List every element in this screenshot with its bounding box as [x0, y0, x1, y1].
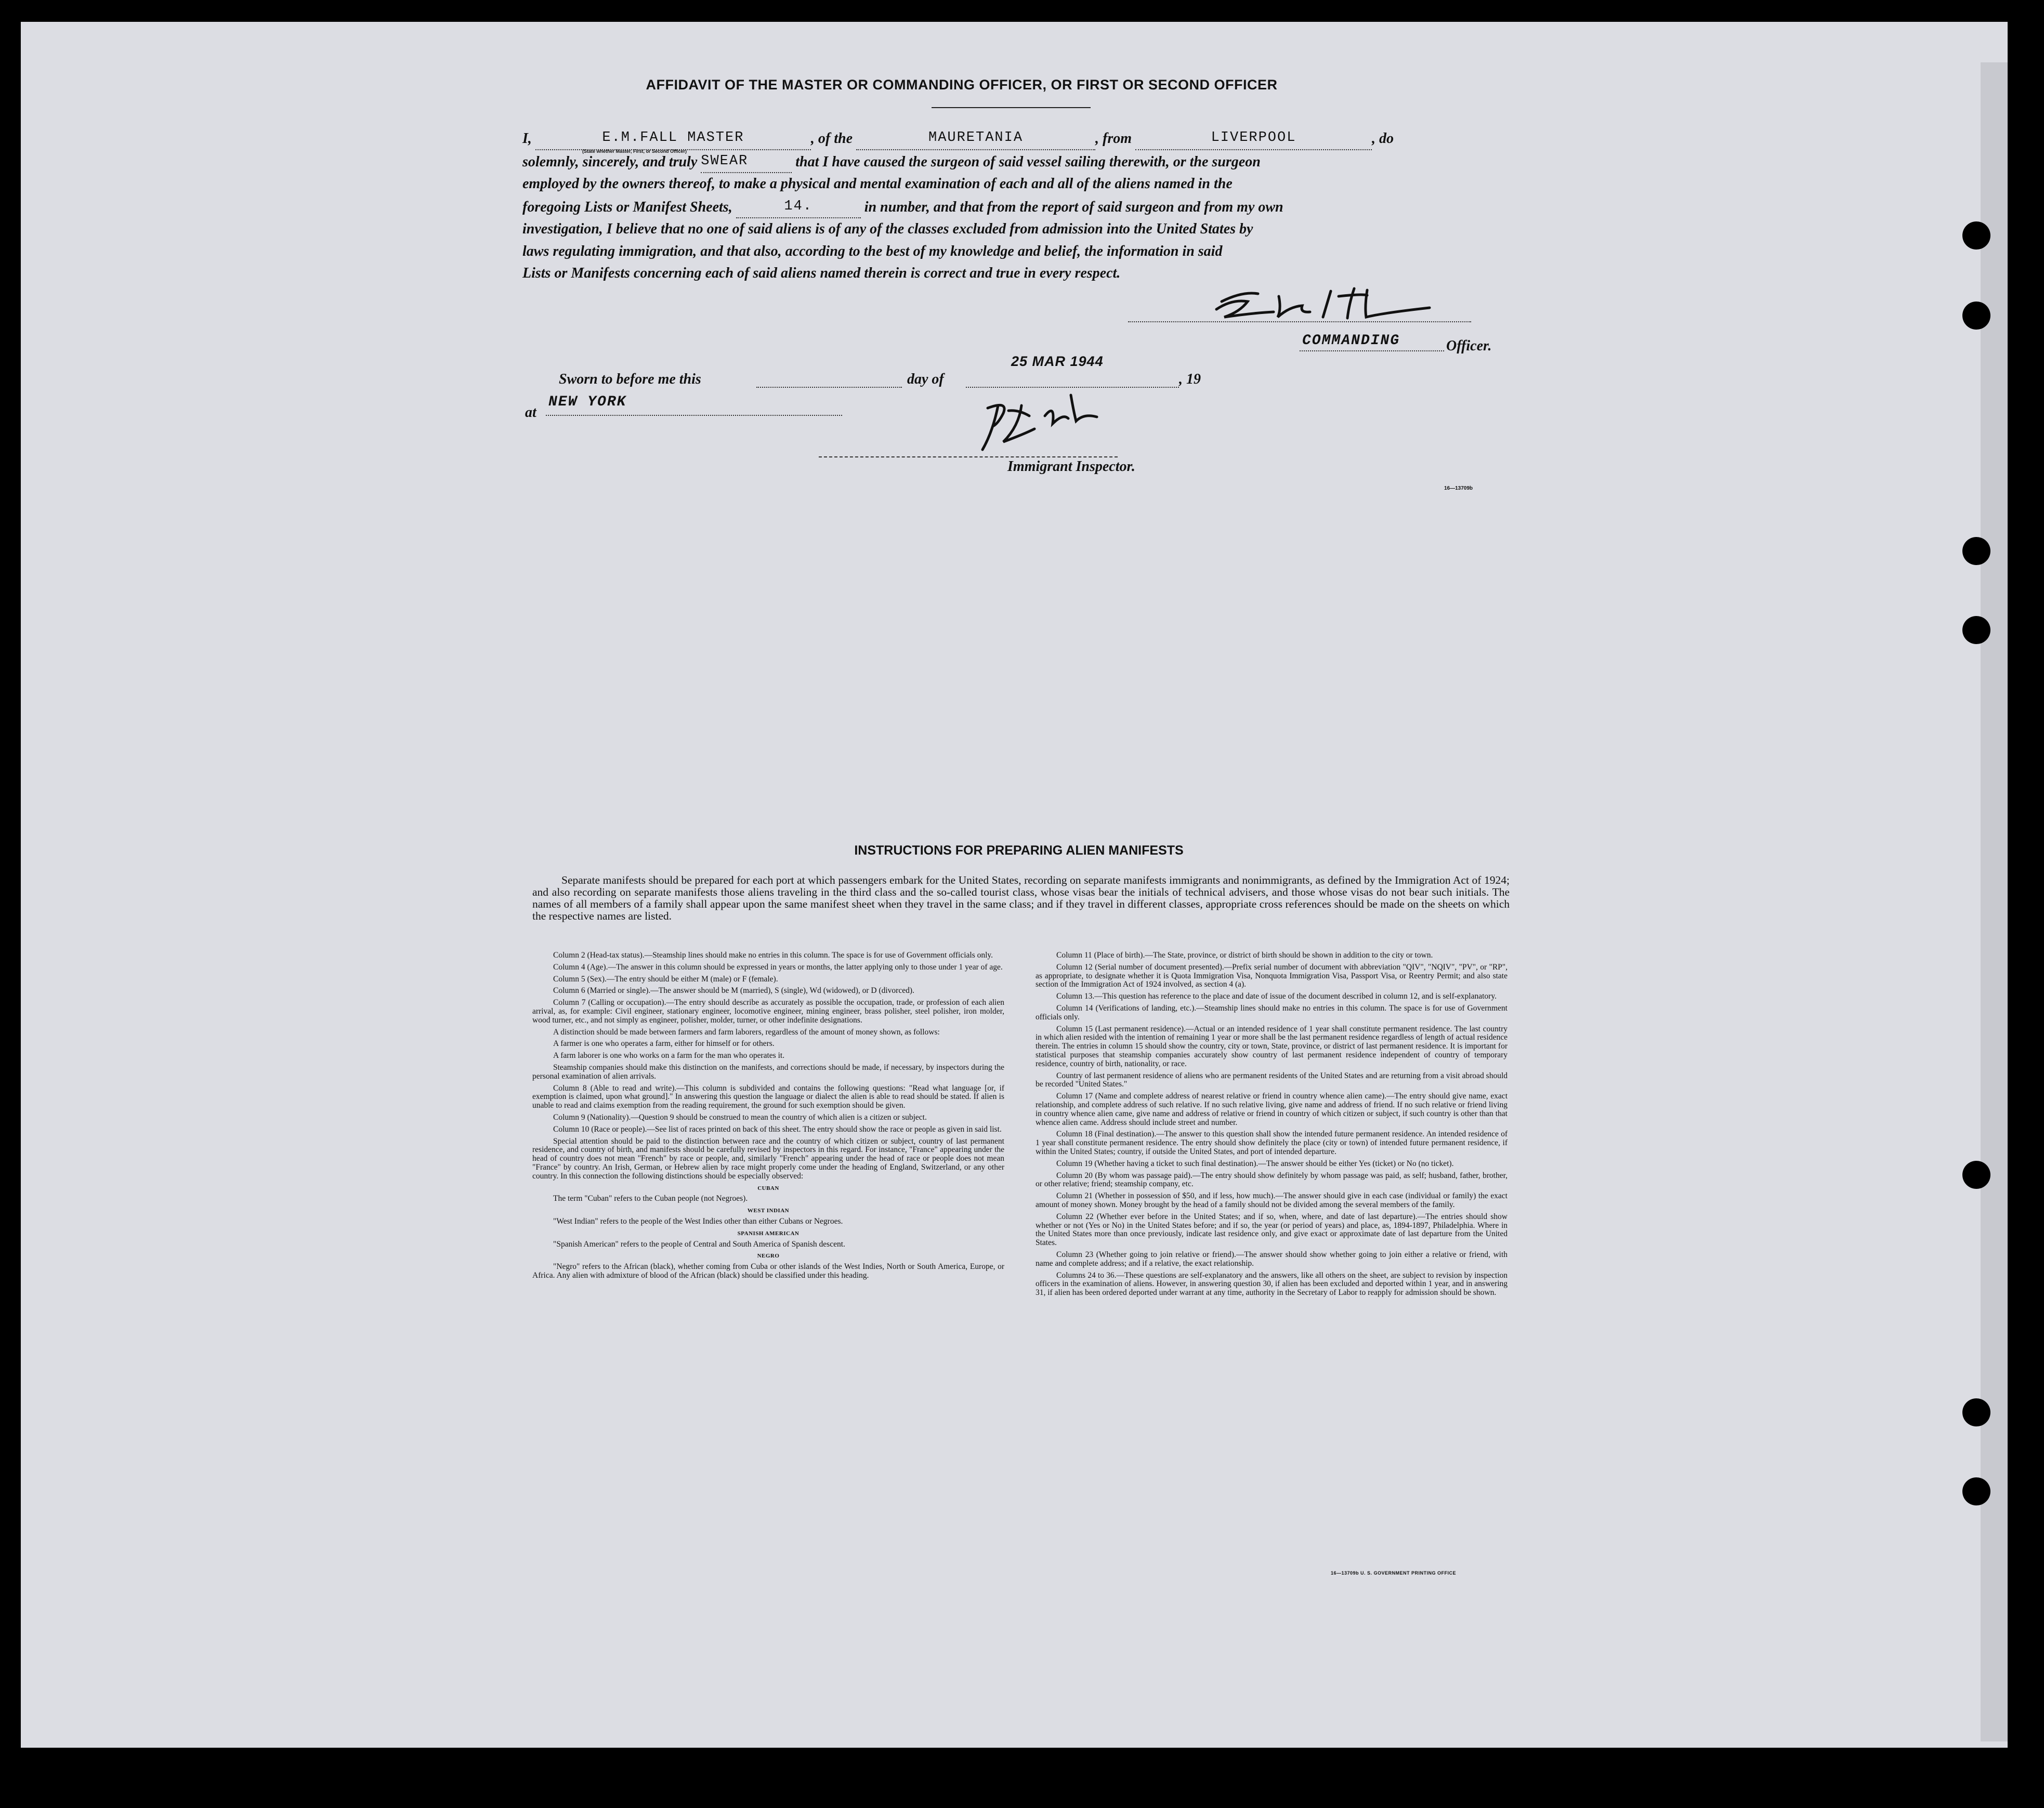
text: I, [522, 130, 532, 147]
instruction-paragraph: Column 12 (Serial number of document presented).—Prefix serial number of document with abbreviation "QIV", "NQIV", "PV", or "RP", as appropriate, to designate whether it is Quota Immigration Visa, Nonquota Immigration Visa, Passport Visa, or Reentry Permit; and also state section of the Immigration Act of 1924 involved, as section 4 (a). [1036, 962, 1508, 989]
instruction-paragraph: Column 17 (Name and complete address of nearest relative or friend in country whence alien came).—The entry should give name, exact relationship, and complete address of such relative. If no such relative living, give name and address of friend. If no such relative or friend living in country whence alien came, give name and address of relative or friend in country of which citizen or subject, if such country is other than that whence alien came. Address should include street and number. [1036, 1092, 1508, 1127]
instruction-paragraph: A distinction should be made between farmers and farm laborers, regardless of the amount of money shown, as follows: [553, 1027, 940, 1037]
sworn-label: Sworn to before me this [559, 371, 701, 387]
text: foregoing Lists or Manifest Sheets, [522, 199, 732, 215]
binder-hole [1962, 1398, 1990, 1426]
text: in number, and that from the report of said surgeon and from my own [864, 199, 1283, 215]
oath-field: SWEAR [701, 150, 792, 174]
binder-hole [1962, 537, 1990, 565]
officer-rank-line [1300, 350, 1444, 351]
binder-hole [1962, 1161, 1990, 1189]
date-stamp: 25 MAR 1944 [1011, 353, 1104, 369]
instruction-paragraph: Steamship companies should make this distinction on the manifests, and corrections should be made, if necessary, by inspectors during the personal examination of alien arrivals. [532, 1063, 1004, 1081]
port-from-field: LIVERPOOL [1135, 127, 1372, 150]
text: that I have caused the surgeon of said vessel sailing therewith, or the surgeon [795, 153, 1261, 170]
instructions-left-column [532, 951, 1004, 1283]
instruction-paragraph: Column 20 (By whom was passage paid).—The entry should show definitely by whom passage was paid, as self; husband, father, brother, or other relative; friend; steamship company, etc. [1036, 1171, 1508, 1189]
binder-hole [1962, 221, 1990, 250]
inspector-line [819, 456, 1118, 457]
form-code: 16—13709b [1444, 486, 1473, 491]
instruction-paragraph: Column 4 (Age).—The answer in this column should be expressed in years or months, the latter applying only to those under 1 year of age. [553, 962, 1003, 972]
rank-note: (State whether Master, First, or Second Officer) [582, 149, 687, 154]
binder-hole [1962, 616, 1990, 644]
signature-line [1128, 321, 1471, 322]
printing-office-footer: 16—13709b U. S. GOVERNMENT PRINTING OFFICE [1331, 1570, 1457, 1576]
place-field: NEW YORK [548, 394, 627, 410]
text: , do [1372, 130, 1394, 147]
day-label: day of [907, 371, 944, 387]
instruction-paragraph: Column 9 (Nationality).—Question 9 should be construed to mean the country of which alien is a citizen or subject. [553, 1112, 927, 1122]
instructions-right-column [1036, 951, 1508, 1301]
instruction-paragraph: Column 2 (Head-tax status).—Steamship lines should make no entries in this column. The space is for use of Government officials only. [553, 951, 993, 960]
year-label: , 19 [1179, 371, 1201, 387]
binder-hole [1962, 1477, 1990, 1505]
instruction-paragraph: Column 11 (Place of birth).—The State, province, or district of birth should be shown in addition to the city or town. [1056, 951, 1433, 960]
instruction-paragraph: Column 15 (Last permanent residence).—Actual or an intended residence of 1 year shall constitute permanent residence. The last country in which alien resided with the intention of remaining 1 year or more shall be the last permanent residence regardless of length of actual residence therein. The entries in column 15 should show the country, city or town, State, province, or district of last permanent residence. It is important for statistical purposes that steamship companies accurately show country of last permanent residence independent of country of temporary residence, country of birth, nationality, or race. [1036, 1024, 1508, 1068]
instruction-paragraph: Column 22 (Whether ever before in the United States; and if so, when, where, and date of last departure).—The entries should show whether or not (Yes or No) in the United States before; and if so, the year (or period of years) and place, as, 1894-1897, Philadelphia. Where in the United States more than once previously, indicate last residence only, and give exact or approximate date of last departure from the United States. [1036, 1212, 1508, 1248]
instruction-paragraph: Column 13.—This question has reference to the place and date of issue of the document described in column 12, and is self-explanatory. [1056, 992, 1497, 1001]
instruction-paragraph: Column 14 (Verifications of landing, etc.).—Steamship lines should make no entries in this column. The space is for use of Government officials only. [1036, 1003, 1508, 1021]
instruction-paragraph: "West Indian" refers to the people of the West Indies other than either Cubans or Negroes. [553, 1216, 843, 1226]
instruction-paragraph: Column 23 (Whether going to join relative or friend).—The answer should show whether going to join either a relative or friend, with name and complete address; and if a relative, the exact relationship. [1036, 1250, 1508, 1268]
affidavit-line: employed by the owners thereof, to make a physical and mental examination of each and all of the aliens named in the [522, 176, 1233, 192]
instruction-paragraph: Country of last permanent residence of aliens who are permanent residents of the United States and are returning from a visit abroad should be recorded "United States." [1036, 1071, 1508, 1089]
instruction-paragraph: Column 8 (Able to read and write).—This column is subdivided and contains the following questions: "Read what language [or, if exemption is claimed, upon what ground]." In answering this question the language or dialect the alien is able to read should be stated. If alien is unable to read and claims exemption from the reading requirement, the ground for such exemption should be given. [532, 1083, 1004, 1110]
inspector-label: Immigrant Inspector. [1007, 458, 1135, 475]
sheet-count-field: 14. [736, 195, 861, 219]
instruction-paragraph: Column 10 (Race or people).—See list of races printed on back of this sheet. The entry should show the race or people as given in said list. [553, 1124, 1002, 1134]
instruction-paragraph: Column 21 (Whether in possession of $50, and if less, how much).—The answer should give in each case (individual or family) the exact amount of money shown. Money brought by the head of a family should not be divided among the several members of the family. [1036, 1191, 1508, 1209]
instruction-paragraph: Column 5 (Sex).—The entry should be either M (male) or F (female). [553, 974, 778, 984]
instruction-paragraph: Column 6 (Married or single).—The answer should be M (married), S (single), Wd (widowed), or D (divorced). [553, 986, 914, 995]
inspector-signature [972, 385, 1128, 457]
section-heading: WEST INDIAN [747, 1208, 790, 1214]
instruction-paragraph: Column 19 (Whether having a ticket to such final destination).—The answer should be either Yes (ticket) or No (no ticket). [1056, 1159, 1454, 1168]
master-signature [1211, 281, 1456, 327]
affidavit-line [522, 195, 1505, 219]
vessel-field: MAURETANIA [856, 127, 1095, 150]
instruction-paragraph: Column 7 (Calling or occupation).—The entry should describe as accurately as possible the occupation, trade, or profession of each alien arrival, as, for example: Civil engineer, stationary engineer, locomotive engineer, mining engineer, brass polisher, steel polisher, iron molder, wood turner, etc., and not simply as engineer, polisher, molder, turner, or other indefinite designations. [532, 998, 1004, 1025]
officer-rank: COMMANDING [1302, 333, 1400, 349]
affidavit-line: laws regulating immigration, and that also, according to the best of my knowledge and belief, the information in said [522, 243, 1223, 259]
officer-label: Officer. [1446, 338, 1492, 354]
instruction-paragraph: Special attention should be paid to the distinction between race and the country of which citizen or subject, country of last permanent residence, and country of birth, and manifests should be carefully revised by inspectors in this regard. For instance, "France" appearing under the head of country does not mean "French" by race or people, and, similarly "French" appearing under the head of race or people does not mean "France" by country. An Irish, German, or Hebrew alien by race might properly come under the heading of England, Switzerland, or any other country. In this connection the following distinctions should be especially observed: [532, 1136, 1004, 1181]
instruction-paragraph: The term "Cuban" refers to the Cuban people (not Negroes). [553, 1194, 748, 1203]
section-heading: SPANISH AMERICAN [737, 1230, 800, 1237]
title-rule [932, 107, 1091, 108]
section-heading: CUBAN [757, 1185, 779, 1191]
affidavit-line: Lists or Manifests concerning each of said aliens named therein is correct and true in every respect. [522, 265, 1121, 281]
instruction-paragraph: Column 18 (Final destination).—The answer to this question shall show the intended future permanent residence. An intended residence of 1 year shall constitute permanent residence. The entry should show definitely the place (city or town) of intended future permanent residence, if within the United States; country, if outside the United States, and port of intended departure. [1036, 1130, 1508, 1156]
affidavit-line: investigation, I believe that no one of said aliens is of any of the classes excluded from admission into the United States by [522, 221, 1253, 237]
instruction-paragraph: A farm laborer is one who works on a farm for the man who operates it. [553, 1051, 785, 1060]
affidavit-line [522, 127, 1505, 150]
text: , from [1095, 130, 1132, 147]
instruction-paragraph: Columns 24 to 36.—These questions are self-explanatory and the answers, like all others on the sheet, are subject to revision by inspection officers in the examination of aliens. However, in answering question 30, if alien has been excluded and deported within 1 year, and in answering 31, if alien has been ordered deported under warrant at any time, authority in the Secretary of Labor to reapply for admission should be shown. [1036, 1270, 1508, 1298]
text: solemnly, sincerely, and truly [522, 153, 698, 170]
binder-hole [1962, 302, 1990, 330]
place-line [546, 415, 842, 416]
affidavit-title: AFFIDAVIT OF THE MASTER OR COMMANDING OFFICER, OR FIRST OR SECOND OFFICER [646, 77, 1278, 93]
master-name-field: E.M.FALL MASTER [535, 127, 811, 150]
at-label: at [525, 404, 536, 421]
sworn-day-line [756, 387, 902, 388]
instruction-paragraph: A farmer is one who operates a farm, either for himself or for others. [553, 1039, 775, 1049]
instructions-intro: Separate manifests should be prepared for each port at which passengers embark for the United States, recording on separate manifests immigrants and nonimmigrants, as defined by the Immigration Act of 1924; and also recording on separate manifests those aliens traveling in the third class and the so-called tourist class, whose visas bear the initials of technical advisers, and those whose visas do not bear such initials. The names of all members of a family shall appear upon the same manifest sheet when they travel in the same class; and if they travel in different classes, appropriate cross references should be made on the sheets on which the respective names are listed. [532, 874, 1510, 922]
section-heading: NEGRO [757, 1253, 780, 1260]
instruction-paragraph: "Negro" refers to the African (black), whether coming from Cuba or other islands of the West Indies, North or South America, Europe, or Africa. Any alien with admixture of blood of the African (black) should be classified under this heading. [532, 1262, 1004, 1280]
text: , of the [810, 130, 853, 147]
instruction-paragraph: "Spanish American" refers to the people of Central and South America of Spanish descent. [553, 1239, 845, 1249]
instructions-title: INSTRUCTIONS FOR PREPARING ALIEN MANIFESTS [854, 843, 1184, 858]
